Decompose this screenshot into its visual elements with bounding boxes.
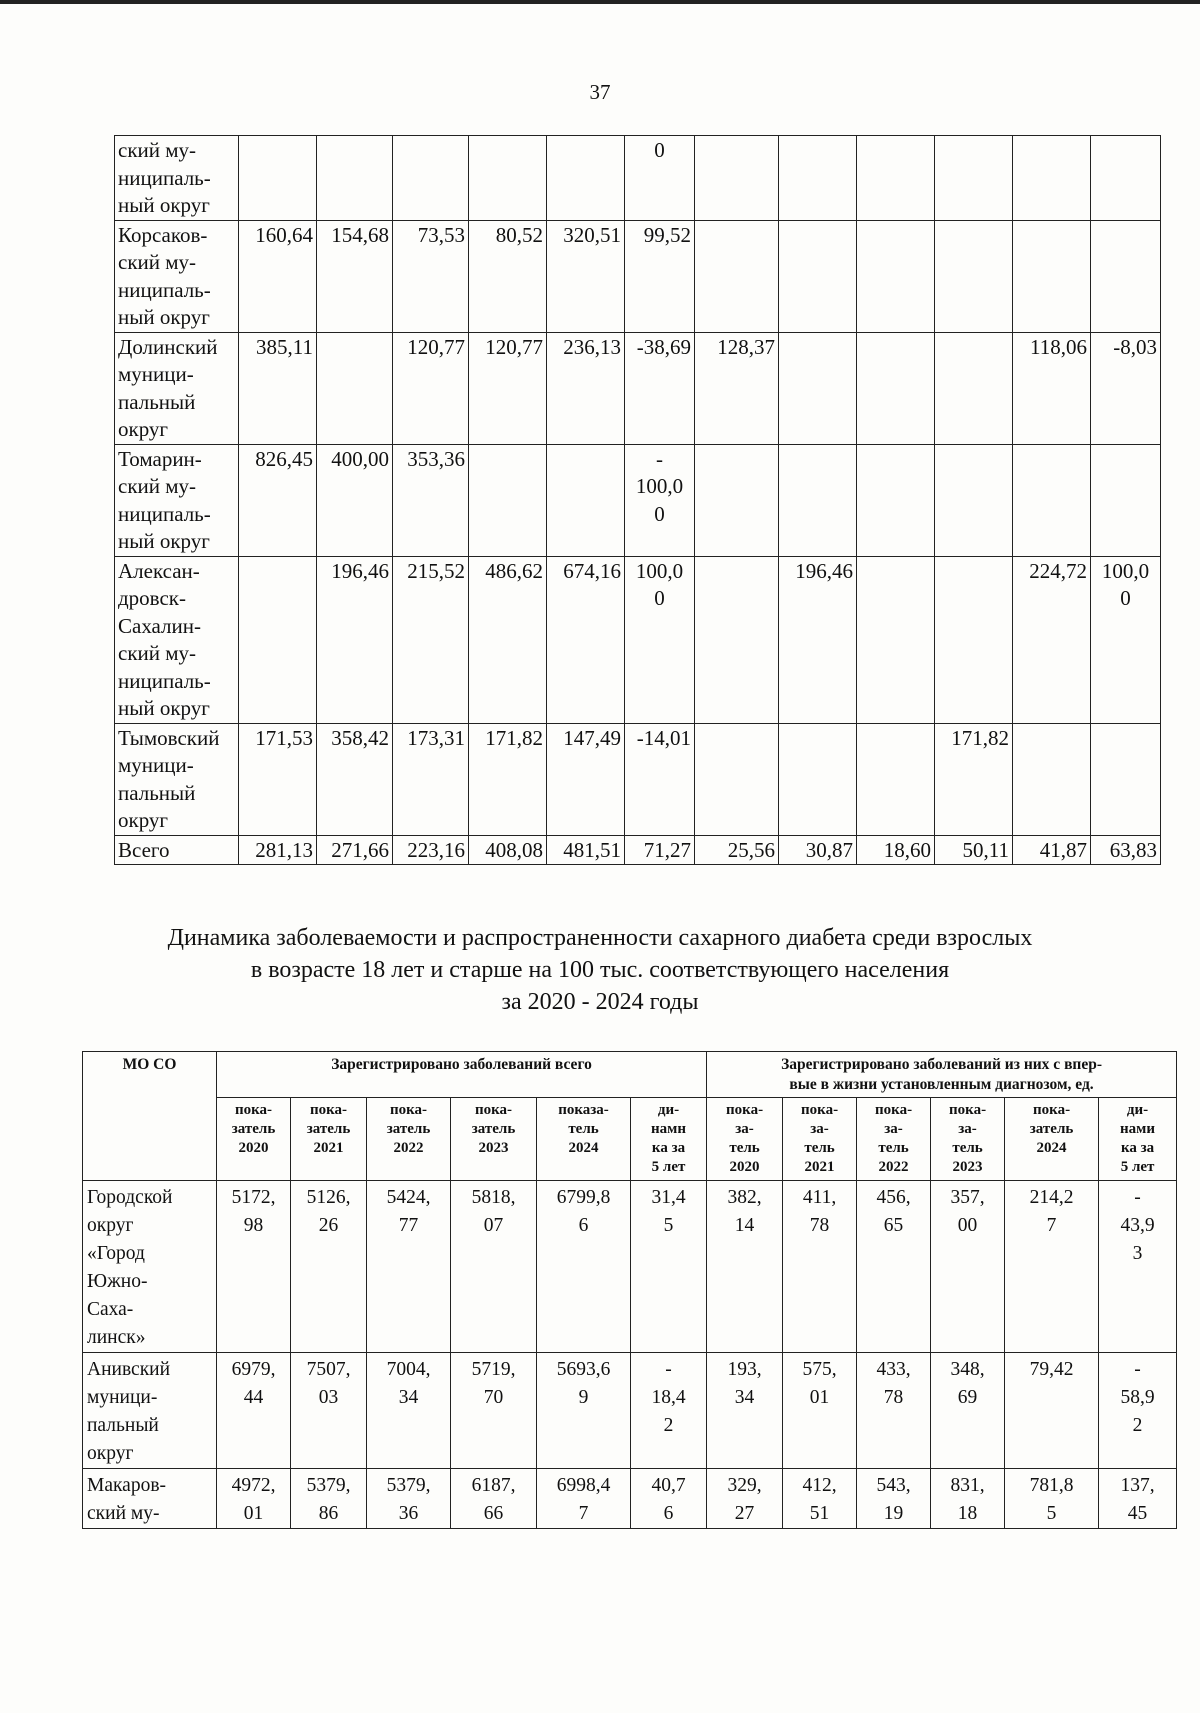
subheader-cell: ди- нами ка за 5 лет xyxy=(1099,1098,1177,1181)
table-row xyxy=(115,220,1161,332)
value-cell: 400,00 xyxy=(317,444,393,556)
header-mo-so: МО СО xyxy=(83,1052,217,1181)
value-cell: - 100,0 0 xyxy=(625,444,695,556)
value-cell xyxy=(469,136,547,221)
subheader-cell: ди- намн ка за 5 лет xyxy=(631,1098,707,1181)
table-row xyxy=(115,723,1161,835)
value-cell: 79,42 xyxy=(1005,1353,1099,1469)
value-cell: 348, 69 xyxy=(931,1353,1005,1469)
value-cell xyxy=(1013,444,1091,556)
value-cell: 575, 01 xyxy=(783,1353,857,1469)
value-cell: 171,82 xyxy=(469,723,547,835)
scan-top-border xyxy=(0,0,1200,4)
value-cell: -14,01 xyxy=(625,723,695,835)
value-cell xyxy=(393,136,469,221)
value-cell: 353,36 xyxy=(393,444,469,556)
district-name-cell: Томарин- ский му- ниципаль- ный округ xyxy=(115,444,239,556)
value-cell xyxy=(695,723,779,835)
value-cell: 358,42 xyxy=(317,723,393,835)
value-cell xyxy=(779,136,857,221)
value-cell: 826,45 xyxy=(239,444,317,556)
value-cell xyxy=(857,332,935,444)
value-cell xyxy=(547,444,625,556)
value-cell: 0 xyxy=(625,136,695,221)
value-cell: 543, 19 xyxy=(857,1469,931,1529)
value-cell xyxy=(857,444,935,556)
value-cell: 6998,4 7 xyxy=(537,1469,631,1529)
value-cell: 73,53 xyxy=(393,220,469,332)
subheader-cell: пока- затель 2022 xyxy=(367,1098,451,1181)
subheader-cell: пока- затель 2024 xyxy=(1005,1098,1099,1181)
value-cell: 196,46 xyxy=(779,556,857,723)
value-cell: 329, 27 xyxy=(707,1469,783,1529)
value-cell: 214,2 7 xyxy=(1005,1181,1099,1353)
subheader-cell: пока- затель 2021 xyxy=(291,1098,367,1181)
value-cell: 71,27 xyxy=(625,835,695,865)
value-cell: 5693,6 9 xyxy=(537,1353,631,1469)
district-name-cell: Тымовский муници- пальный округ xyxy=(115,723,239,835)
value-cell: 137, 45 xyxy=(1099,1469,1177,1529)
subheader-cell: пока- за- тель 2021 xyxy=(783,1098,857,1181)
value-cell: 40,7 6 xyxy=(631,1469,707,1529)
value-cell: 63,83 xyxy=(1091,835,1161,865)
subheader-cell: показа- тель 2024 xyxy=(537,1098,631,1181)
value-cell: 781,8 5 xyxy=(1005,1469,1099,1529)
district-name-cell: Долинский муници- пальный округ xyxy=(115,332,239,444)
value-cell: 281,13 xyxy=(239,835,317,865)
district-name-cell: Алексан- дровск- Сахалин- ский му- ниципаль- ный округ xyxy=(115,556,239,723)
value-cell xyxy=(935,332,1013,444)
table-row xyxy=(115,444,1161,556)
value-cell xyxy=(695,556,779,723)
table2-header-row-2 xyxy=(83,1098,1177,1181)
value-cell xyxy=(779,332,857,444)
value-cell: 4972, 01 xyxy=(217,1469,291,1529)
value-cell: 382, 14 xyxy=(707,1181,783,1353)
value-cell xyxy=(935,136,1013,221)
district-name-cell: Анивский муници- пальный округ xyxy=(83,1353,217,1469)
value-cell xyxy=(779,444,857,556)
value-cell: 173,31 xyxy=(393,723,469,835)
value-cell: - 43,9 3 xyxy=(1099,1181,1177,1353)
value-cell: 50,11 xyxy=(935,835,1013,865)
value-cell: 128,37 xyxy=(695,332,779,444)
value-cell xyxy=(1091,723,1161,835)
value-cell: 7004, 34 xyxy=(367,1353,451,1469)
value-cell: 481,51 xyxy=(547,835,625,865)
value-cell xyxy=(695,136,779,221)
value-cell: 674,16 xyxy=(547,556,625,723)
value-cell: 5379, 36 xyxy=(367,1469,451,1529)
value-cell: 215,52 xyxy=(393,556,469,723)
value-cell: - 58,9 2 xyxy=(1099,1353,1177,1469)
value-cell: 5719, 70 xyxy=(451,1353,537,1469)
diabetes-dynamics-table xyxy=(82,1051,1177,1529)
table-row xyxy=(115,556,1161,723)
value-cell: 100,0 0 xyxy=(625,556,695,723)
value-cell: 223,16 xyxy=(393,835,469,865)
value-cell xyxy=(547,136,625,221)
value-cell xyxy=(935,444,1013,556)
value-cell: 171,82 xyxy=(935,723,1013,835)
table-row xyxy=(115,332,1161,444)
value-cell xyxy=(857,556,935,723)
value-cell: 171,53 xyxy=(239,723,317,835)
value-cell: 6187, 66 xyxy=(451,1469,537,1529)
table-row xyxy=(83,1353,1177,1469)
page-number: 37 xyxy=(589,80,611,104)
value-cell: 193, 34 xyxy=(707,1353,783,1469)
value-cell xyxy=(1091,136,1161,221)
value-cell: 80,52 xyxy=(469,220,547,332)
value-cell: 486,62 xyxy=(469,556,547,723)
table-row xyxy=(83,1469,1177,1529)
value-cell: 118,06 xyxy=(1013,332,1091,444)
heading-line-3: за 2020 - 2024 годы xyxy=(501,989,699,1015)
value-cell: 236,13 xyxy=(547,332,625,444)
value-cell: 5172, 98 xyxy=(217,1181,291,1353)
value-cell xyxy=(695,444,779,556)
section-heading xyxy=(0,922,1200,1018)
value-cell: 25,56 xyxy=(695,835,779,865)
value-cell xyxy=(857,220,935,332)
value-cell: 100,0 0 xyxy=(1091,556,1161,723)
value-cell: 6979, 44 xyxy=(217,1353,291,1469)
value-cell: 412, 51 xyxy=(783,1469,857,1529)
value-cell xyxy=(935,556,1013,723)
table2-header-row-1 xyxy=(83,1052,1177,1098)
value-cell: 224,72 xyxy=(1013,556,1091,723)
subheader-cell: пока- затель 2023 xyxy=(451,1098,537,1181)
header-group-first-time: Зарегистрировано заболеваний из них с впер- вые в жизни установленным диагнозом, ед. xyxy=(707,1052,1177,1098)
value-cell: 6799,8 6 xyxy=(537,1181,631,1353)
value-cell: 385,11 xyxy=(239,332,317,444)
value-cell: 456, 65 xyxy=(857,1181,931,1353)
value-cell xyxy=(857,723,935,835)
value-cell: 5818, 07 xyxy=(451,1181,537,1353)
value-cell: 30,87 xyxy=(779,835,857,865)
district-name-cell: Корсаков- ский му- ниципаль- ный округ xyxy=(115,220,239,332)
value-cell: 31,4 5 xyxy=(631,1181,707,1353)
value-cell: 408,08 xyxy=(469,835,547,865)
subheader-cell: пока- затель 2020 xyxy=(217,1098,291,1181)
value-cell: 120,77 xyxy=(469,332,547,444)
district-name-cell: ский му- ниципаль- ный округ xyxy=(115,136,239,221)
value-cell: 433, 78 xyxy=(857,1353,931,1469)
value-cell: 5379, 86 xyxy=(291,1469,367,1529)
value-cell xyxy=(857,136,935,221)
value-cell: 41,87 xyxy=(1013,835,1091,865)
value-cell: 99,52 xyxy=(625,220,695,332)
heading-line-1: Динамика заболеваемости и распространенности сахарного диабета среди взрослых xyxy=(167,925,1033,951)
value-cell xyxy=(1013,220,1091,332)
value-cell: 411, 78 xyxy=(783,1181,857,1353)
value-cell xyxy=(239,136,317,221)
value-cell: 831, 18 xyxy=(931,1469,1005,1529)
value-cell xyxy=(935,220,1013,332)
value-cell xyxy=(317,332,393,444)
heading-line-2: в возрасте 18 лет и старше на 100 тыс. соответствующего населения xyxy=(250,957,950,983)
value-cell xyxy=(239,556,317,723)
value-cell: - 18,4 2 xyxy=(631,1353,707,1469)
value-cell: 120,77 xyxy=(393,332,469,444)
value-cell: 154,68 xyxy=(317,220,393,332)
table-row xyxy=(115,136,1161,221)
subheader-cell: пока- за- тель 2022 xyxy=(857,1098,931,1181)
value-cell xyxy=(779,220,857,332)
value-cell: 160,64 xyxy=(239,220,317,332)
value-cell xyxy=(779,723,857,835)
value-cell: 18,60 xyxy=(857,835,935,865)
value-cell xyxy=(469,444,547,556)
district-name-cell: Городской округ «Город Южно- Саха- линск» xyxy=(83,1181,217,1353)
value-cell xyxy=(1091,220,1161,332)
value-cell: -8,03 xyxy=(1091,332,1161,444)
value-cell: 7507, 03 xyxy=(291,1353,367,1469)
table-row xyxy=(115,835,1161,865)
district-name-cell: Макаров- ский му- xyxy=(83,1469,217,1529)
value-cell xyxy=(695,220,779,332)
value-cell: 5126, 26 xyxy=(291,1181,367,1353)
subheader-cell: пока- за- тель 2020 xyxy=(707,1098,783,1181)
header-group-total: Зарегистрировано заболеваний всего xyxy=(217,1052,707,1098)
value-cell: 357, 00 xyxy=(931,1181,1005,1353)
value-cell: -38,69 xyxy=(625,332,695,444)
value-cell: 271,66 xyxy=(317,835,393,865)
district-name-cell: Всего xyxy=(115,835,239,865)
value-cell xyxy=(317,136,393,221)
subheader-cell: пока- за- тель 2023 xyxy=(931,1098,1005,1181)
continued-data-table xyxy=(114,135,1161,865)
value-cell: 320,51 xyxy=(547,220,625,332)
value-cell: 5424, 77 xyxy=(367,1181,451,1353)
value-cell xyxy=(1013,723,1091,835)
value-cell xyxy=(1091,444,1161,556)
value-cell: 196,46 xyxy=(317,556,393,723)
table-row xyxy=(83,1181,1177,1353)
value-cell: 147,49 xyxy=(547,723,625,835)
value-cell xyxy=(1013,136,1091,221)
